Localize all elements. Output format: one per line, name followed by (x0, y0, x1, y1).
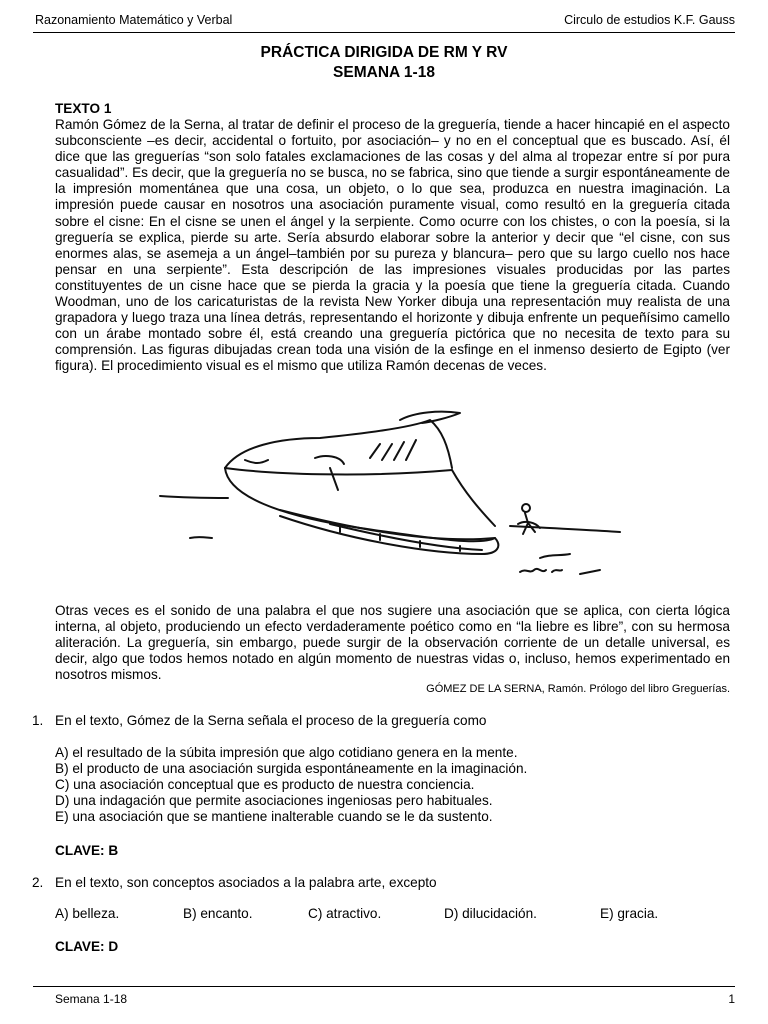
option-c: C) atractivo. (308, 906, 382, 921)
header-course: Razonamiento Matemático y Verbal (35, 13, 233, 27)
paragraph-2: Otras veces es el sonido de una palabra el que nos sugiere una asociación que se aplica, con cierta lógica interna, al objeto, produciendo un efecto verdaderamente poético como en “la liebre es libre”, con su hermosa aliteración. La greguería, sin embargo, puede surgir de la observación corriente de un detalle universal, es decir, algo que todos hemos notado en algún momento de nuestras vidas o, incluso, hemos experimentado en nosotros mismos. (55, 603, 730, 683)
option-d: D) dilucidación. (444, 906, 537, 921)
header-institution: Circulo de estudios K.F. Gauss (564, 13, 735, 27)
texto-label: TEXTO 1 (55, 101, 112, 116)
question-number: 2. (32, 875, 44, 890)
page-header (33, 12, 735, 33)
answer-key-2: CLAVE: D (55, 939, 119, 954)
option-e: E) una asociación que se mantiene inalterable cuando se le da sustento. (55, 809, 493, 824)
paragraph-1: Ramón Gómez de la Serna, al tratar de definir el proceso de la greguería, tiende a hacer hincapié en el aspecto subconsciente –es decir, accidental o fortuito, por asociación– y no en el conceptual que es buscado. Así, él dice que las greguerías “son solo fatales exclamaciones de las cosas y del alma al tropezar entre sí por pura casualidad”. Es decir, que la greguería no se busca, no se fabrica, sino que tiende a surgir espontáneamente de la impresión momentánea que una cosa, un objeto, o lo que sea, produzca en nuestra imaginación. La impresión puede causar en nosotros una asociación puramente visual, como resultó en la greguería citada sobre el cisne: En el cisne se unen el ángel y la serpiente. Como ocurre con los chistes, o con la poesía, si la greguería se explica, pierde su arte. Sería absurdo elaborar sobre la anterior y decir que “el cisne, con sus enormes alas, se asemeja a un ángel–también por su pureza y blancura– pero que su largo cuello nos hace pensar en una serpiente”. Esta descripción de las impresiones visuales producidas por las partes constituyentes de un cisne hace que se pierda la gracia y la poesía que tiene la greguería citada. Cuando Woodman, uno de los caricaturistas de la revista New Yorker dibuja una representación muy realista de una grapadora y luego traza una línea detrás, representando el horizonte y dibuja enfrente un pequeñísimo camello con un árabe montado sobre él, está creando una greguería pictórica que no necesita de texto para su comprensión. Las figuras dibujadas crean toda una visión de la esfinge en el inmenso desierto de Egipto (ver figura). El procedimiento visual es el mismo que utiliza Ramón decenas de veces. (55, 117, 730, 374)
page-footer (33, 986, 735, 1006)
page-number: 1 (728, 992, 735, 1006)
option-a: A) belleza. (55, 906, 120, 921)
question-text: En el texto, son conceptos asociados a la palabra arte, excepto (55, 875, 437, 890)
stapler-cartoon-illustration (130, 398, 630, 588)
option-c: C) una asociación conceptual que es producto de nuestra conciencia. (55, 777, 475, 792)
page-subtitle: SEMANA 1-18 (333, 64, 435, 81)
option-a: A) el resultado de la súbita impresión que algo cotidiano genera en la mente. (55, 745, 518, 760)
option-e: E) gracia. (600, 906, 659, 921)
source-citation: GÓMEZ DE LA SERNA, Ramón. Prólogo del libro Greguerías. (426, 683, 730, 695)
option-b: B) encanto. (183, 906, 253, 921)
answer-key-1: CLAVE: B (55, 843, 119, 858)
page-title: PRÁCTICA DIRIGIDA DE RM Y RV (260, 44, 508, 61)
footer-week: Semana 1-18 (55, 992, 128, 1006)
question-text: En el texto, Gómez de la Serna señala el proceso de la greguería como (55, 713, 487, 728)
option-d: D) una indagación que permite asociaciones ingeniosas pero habituales. (55, 793, 493, 808)
option-b: B) el producto de una asociación surgida espontáneamente en la imaginación. (55, 761, 528, 776)
question-number: 1. (32, 713, 44, 728)
